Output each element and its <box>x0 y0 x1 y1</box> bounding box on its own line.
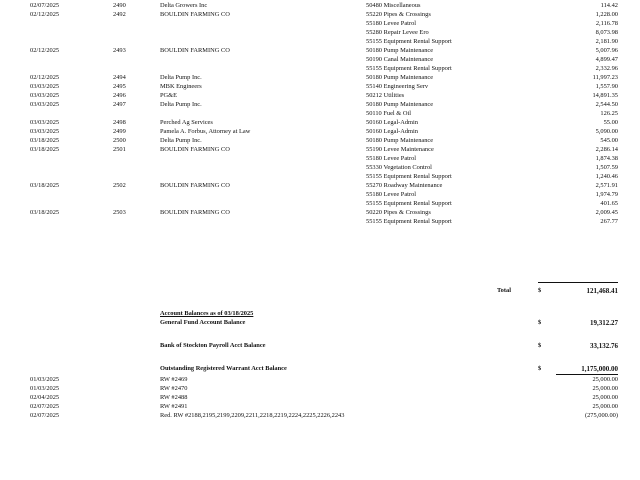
amount-cell: 1,974.79 <box>595 191 618 198</box>
table-row <box>0 102 640 111</box>
table-row <box>0 66 640 75</box>
check-number-cell: 2498 <box>113 119 126 126</box>
table-row <box>0 75 640 84</box>
date-cell: 02/12/2025 <box>30 11 60 18</box>
account-cell: 55270 Roadway Maintenance <box>366 182 443 189</box>
account-cell: 55155 Equipment Rental Support <box>366 173 452 180</box>
date-cell: 03/03/2025 <box>30 101 60 108</box>
amount-cell: 11,997.23 <box>592 74 618 81</box>
account-cell: 50480 Miscellaneous <box>366 2 421 9</box>
table-row <box>0 174 640 183</box>
total-amount: 121,468.41 <box>586 287 618 295</box>
total-dollar-sign: $ <box>538 287 542 294</box>
amount-cell: 2,332.96 <box>595 65 618 72</box>
table-row <box>0 3 640 12</box>
date-cell: 02/12/2025 <box>30 74 60 81</box>
account-cell: 55155 Equipment Rental Support <box>366 200 452 207</box>
check-number-cell: 2492 <box>113 11 126 18</box>
warrant-description: Red. RW #2188,2195,2199,2209,2211,2218,2219,2224,2225,2226,2243 <box>160 412 345 419</box>
table-row <box>0 48 640 57</box>
date-cell: 03/03/2025 <box>30 92 60 99</box>
amount-cell: 1,228.00 <box>595 11 618 18</box>
check-number-cell: 2503 <box>113 209 126 216</box>
account-cell: 50180 Pump Maintenance <box>366 47 434 54</box>
payee-cell: BOULDIN FARMING CO <box>160 11 230 18</box>
check-number-cell: 2502 <box>113 182 126 189</box>
amount-cell: 8,073.98 <box>595 29 618 36</box>
table-row <box>0 219 640 228</box>
amount-cell: (275,000.00) <box>584 412 618 419</box>
account-cell: 55155 Equipment Rental Support <box>366 65 452 72</box>
amount-cell: 114.42 <box>600 2 618 9</box>
date-cell: 01/03/2025 <box>30 376 60 383</box>
amount-cell: 5,090.00 <box>595 128 618 135</box>
table-row <box>0 129 640 138</box>
payee-cell: Delta Growers Inc <box>160 2 208 9</box>
payee-cell: Delta Pump Inc. <box>160 101 202 108</box>
check-number-cell: 2496 <box>113 92 126 99</box>
check-number-cell: 2500 <box>113 137 126 144</box>
table-row <box>0 138 640 147</box>
account-cell: 50160 Legal-Admin <box>366 128 419 135</box>
amount-cell: 25,000.00 <box>592 403 618 410</box>
warrant-description: RW #2488 <box>160 394 188 401</box>
table-row <box>0 111 640 120</box>
amount-cell: 2,571.91 <box>595 182 618 189</box>
amount-cell: 126.25 <box>600 110 618 117</box>
date-cell: 03/18/2025 <box>30 182 60 189</box>
table-row <box>0 165 640 174</box>
table-row <box>0 21 640 30</box>
amount-cell: 55.00 <box>603 119 618 126</box>
list-item <box>0 386 640 395</box>
account-cell: 50180 Pump Maintenance <box>366 74 434 81</box>
table-row <box>0 201 640 210</box>
date-cell: 03/18/2025 <box>30 209 60 216</box>
amount-cell: 25,000.00 <box>592 385 618 392</box>
date-cell: 02/07/2025 <box>30 412 60 419</box>
warrant-balance-label: Outstanding Registered Warrant Acct Balance <box>160 365 287 372</box>
account-cell: 50212 Utilities <box>366 92 405 99</box>
total-rule <box>538 282 618 283</box>
amount-cell: 5,007.96 <box>595 47 618 54</box>
date-cell: 03/03/2025 <box>30 128 60 135</box>
amount-cell: 2,181.90 <box>595 38 618 45</box>
account-cell: 55180 Levee Patrol <box>366 20 417 27</box>
total-label: Total <box>497 287 511 294</box>
account-cell: 55330 Vegetation Control <box>366 164 432 171</box>
check-number-cell: 2494 <box>113 74 126 81</box>
warrant-description: RW #2491 <box>160 403 188 410</box>
date-cell: 03/18/2025 <box>30 137 60 144</box>
payee-cell: Delta Pump Inc. <box>160 137 202 144</box>
table-row <box>0 156 640 165</box>
list-item <box>0 413 640 422</box>
warrant-description: RW #2470 <box>160 385 188 392</box>
check-number-cell: 2493 <box>113 47 126 54</box>
amount-cell: 401.65 <box>600 200 618 207</box>
date-cell: 03/03/2025 <box>30 83 60 90</box>
payee-cell: PG&E <box>160 92 178 99</box>
amount-cell: 14,891.35 <box>592 92 618 99</box>
table-row <box>0 39 640 48</box>
account-cell: 50180 Pump Maintenance <box>366 101 434 108</box>
warrant-double-rule <box>556 374 618 375</box>
account-cell: 50110 Fuel & Oil <box>366 110 412 117</box>
amount-cell: 1,557.90 <box>595 83 618 90</box>
date-cell: 01/03/2025 <box>30 385 60 392</box>
general-fund-dollar-sign: $ <box>538 319 542 326</box>
date-cell: 02/12/2025 <box>30 47 60 54</box>
list-item <box>0 377 640 386</box>
payroll-account-label: Bank of Stockton Payroll Acct Balance <box>160 342 266 349</box>
table-row <box>0 84 640 93</box>
amount-cell: 1,240.46 <box>595 173 618 180</box>
check-number-cell: 2499 <box>113 128 126 135</box>
amount-cell: 267.77 <box>600 218 618 225</box>
account-cell: 55280 Repair Levee Ero <box>366 29 429 36</box>
amount-cell: 1,507.59 <box>595 164 618 171</box>
date-cell: 02/07/2025 <box>30 2 60 9</box>
amount-cell: 4,899.47 <box>595 56 618 63</box>
warrant-dollar-sign: $ <box>538 365 542 372</box>
account-cell: 55155 Equipment Rental Support <box>366 218 452 225</box>
list-item <box>0 395 640 404</box>
account-cell: 55220 Pipes & Crossings <box>366 11 431 18</box>
table-row <box>0 183 640 192</box>
table-row <box>0 12 640 21</box>
account-cell: 50190 Canal Maintenance <box>366 56 434 63</box>
payee-cell: BOULDIN FARMING CO <box>160 209 230 216</box>
amount-cell: 545.00 <box>600 137 618 144</box>
check-number-cell: 2495 <box>113 83 126 90</box>
account-cell: 55180 Levee Patrol <box>366 191 417 198</box>
general-fund-amount: 19,312.27 <box>590 319 618 327</box>
account-cell: 55180 Levee Patrol <box>366 155 417 162</box>
date-cell: 03/03/2025 <box>30 119 60 126</box>
table-row <box>0 93 640 102</box>
amount-cell: 2,544.50 <box>595 101 618 108</box>
account-cell: 50160 Legal-Admin <box>366 119 419 126</box>
table-row <box>0 30 640 39</box>
amount-cell: 1,874.38 <box>595 155 618 162</box>
account-cell: 55140 Engineering Serv <box>366 83 429 90</box>
check-number-cell: 2501 <box>113 146 126 153</box>
payroll-amount: 33,132.76 <box>590 342 618 350</box>
payee-cell: MBK Engineers <box>160 83 202 90</box>
account-balance-heading: Account Balances as of 03/18/2025 <box>160 310 254 317</box>
table-row <box>0 147 640 156</box>
check-number-cell: 2490 <box>113 2 126 9</box>
account-cell: 55155 Equipment Rental Support <box>366 38 452 45</box>
table-row <box>0 120 640 129</box>
date-cell: 02/07/2025 <box>30 403 60 410</box>
payee-cell: Delta Pump Inc. <box>160 74 202 81</box>
table-row <box>0 192 640 201</box>
payee-cell: Pamela A. Forbus, Attorney at Law <box>160 128 251 135</box>
account-cell: 55190 Levee Maintenance <box>366 146 434 153</box>
payee-cell: Perched Ag Services <box>160 119 213 126</box>
check-number-cell: 2497 <box>113 101 126 108</box>
payee-cell: BOULDIN FARMING CO <box>160 146 230 153</box>
amount-cell: 2,009.45 <box>595 209 618 216</box>
payroll-dollar-sign: $ <box>538 342 542 349</box>
payee-cell: BOULDIN FARMING CO <box>160 47 230 54</box>
warrant-description: RW #2469 <box>160 376 188 383</box>
amount-cell: 25,000.00 <box>592 376 618 383</box>
amount-cell: 2,116.78 <box>595 20 618 27</box>
amount-cell: 2,286.14 <box>595 146 618 153</box>
amount-cell: 25,000.00 <box>592 394 618 401</box>
date-cell: 02/04/2025 <box>30 394 60 401</box>
table-row <box>0 210 640 219</box>
general-fund-label: General Fund Account Balance <box>160 319 246 326</box>
account-cell: 50180 Pump Maintenance <box>366 137 434 144</box>
date-cell: 03/18/2025 <box>30 146 60 153</box>
payee-cell: BOULDIN FARMING CO <box>160 182 230 189</box>
table-row <box>0 57 640 66</box>
warrant-amount: 1,175,000.00 <box>581 365 618 373</box>
account-cell: 50220 Pipes & Crossings <box>366 209 431 216</box>
